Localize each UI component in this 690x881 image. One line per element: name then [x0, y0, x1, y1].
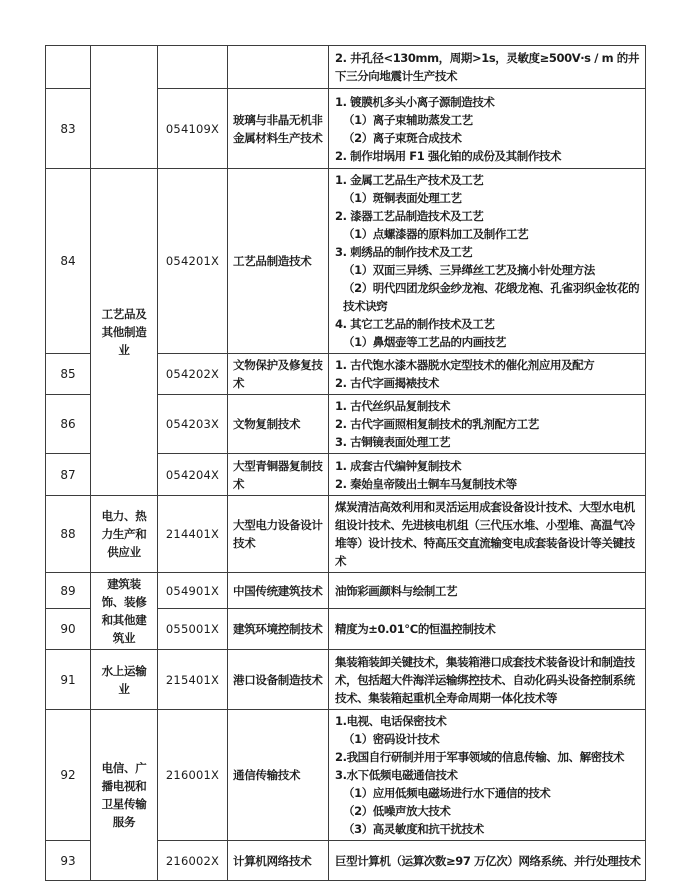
industry-cell: 建筑装饰、装修和其他建筑业	[91, 573, 158, 650]
table-row	[46, 496, 646, 573]
control-point-line: 2. 秦始皇帝陵出土铜车马复制技术等	[335, 476, 517, 491]
industry-cell: 电信、广播电视和卫星传输服务	[91, 710, 158, 881]
control-point-line: 煤炭清洁高效利用和灵活运用成套设备设计技术、大型水电机组设计技术、先进核电机组（三代压水堆、小型堆、高温气冷堆等）设计技术、特高压交直流输变电成套装备设计等关键技术	[335, 500, 635, 568]
control-points-cell	[329, 650, 646, 710]
control-point-line: （1）鼻烟壶等工艺品的内画技艺	[343, 335, 507, 349]
control-point-line: 1. 镀膜机多头小离子源制造技术	[335, 94, 495, 109]
control-points-cell	[329, 46, 646, 89]
tech-name-cell: 通信传输技术	[228, 710, 329, 841]
tech-name-cell: 港口设备制造技术	[228, 650, 329, 710]
control-points-cell	[329, 496, 646, 573]
table-row	[46, 573, 646, 609]
control-points-cell	[329, 454, 646, 496]
table-row	[46, 46, 646, 89]
tech-name-cell: 中国传统建筑技术	[228, 573, 329, 609]
industry-cell	[91, 46, 158, 169]
tech-name-cell: 文物复制技术	[228, 395, 329, 454]
row-number-cell: 84	[46, 169, 91, 354]
row-number-cell: 90	[46, 609, 91, 650]
control-point-line: 3. 刺绣品的制作技术及工艺	[335, 245, 473, 259]
control-point-line: 1. 古代丝织品复制技术	[335, 399, 451, 413]
control-points-cell	[329, 395, 646, 454]
row-number-cell: 92	[46, 710, 91, 841]
control-points-cell	[329, 354, 646, 395]
control-points-cell	[329, 89, 646, 169]
tech-code-cell: 054201X	[158, 169, 228, 354]
table-row	[46, 169, 646, 354]
tech-code-cell: 054204X	[158, 454, 228, 496]
tech-name-cell: 文物保护及修复技术	[228, 354, 329, 395]
control-point-line: （1）离子束辅助蒸发工艺	[343, 112, 473, 127]
control-point-line: （2）明代四团龙织金纱龙袍、花缎龙袍、孔雀羽织金妆花的技术诀窍	[343, 281, 640, 313]
row-number-cell: 89	[46, 573, 91, 609]
control-point-line: （1）密码设计技术	[343, 732, 440, 746]
tech-code-cell: 054901X	[158, 573, 228, 609]
industry-cell: 工艺品及其他制造业	[91, 169, 158, 496]
control-point-line: （2）低噪声放大技术	[343, 804, 451, 818]
control-point-line: 2.我国自行研制并用于军事领域的信息传输、加、解密技术	[335, 750, 625, 764]
row-number-cell: 91	[46, 650, 91, 710]
tech-name-cell: 工艺品制造技术	[228, 169, 329, 354]
control-point-line: 2. 漆器工艺品制造技术及工艺	[335, 209, 484, 223]
catalog-table-body	[46, 46, 646, 881]
industry-cell: 水上运输业	[91, 650, 158, 710]
control-points-cell	[329, 609, 646, 650]
catalog-table	[45, 45, 646, 881]
control-point-line: 2. 井孔径<130mm，周期>1s，灵敏度≥500V·s / m 的井下三分向地震计生产技术	[335, 51, 640, 83]
row-number-cell: 86	[46, 395, 91, 454]
tech-code-cell: 216001X	[158, 710, 228, 841]
control-point-line: （3）高灵敏度和抗干扰技术	[343, 822, 484, 836]
control-point-line: 油饰彩画颜料与绘制工艺	[335, 583, 458, 598]
row-number-cell: 83	[46, 89, 91, 169]
control-point-line: 1. 古代饱水漆木器脱水定型技术的催化剂应用及配方	[335, 358, 595, 372]
tech-name-cell	[228, 46, 329, 89]
control-point-line: （2）离子束斑合成技术	[343, 130, 462, 145]
tech-code-cell: 055001X	[158, 609, 228, 650]
control-point-line: 集装箱装卸关键技术，集装箱港口成套技术装备设计和制造技术，包括超大件海洋运输绑控技术、自动化码头设备控制系统技术、集装箱起重机全寿命周期一体化技术等	[335, 654, 635, 705]
control-point-line: 4. 其它工艺品的制作技术及工艺	[335, 317, 495, 331]
row-number-cell	[46, 46, 91, 89]
control-points-cell	[329, 710, 646, 841]
tech-code-cell: 214401X	[158, 496, 228, 573]
tech-code-cell: 054203X	[158, 395, 228, 454]
control-point-line: 2. 古代字画揭裱技术	[335, 376, 439, 390]
control-point-line: 精度为±0.01℃的恒温控制技术	[335, 622, 496, 637]
control-point-line: （1）点螺漆器的原料加工及制作工艺	[343, 227, 529, 241]
control-points-cell	[329, 169, 646, 354]
row-number-cell: 87	[46, 454, 91, 496]
tech-code-cell: 054109X	[158, 89, 228, 169]
tech-code-cell: 054202X	[158, 354, 228, 395]
row-number-cell: 85	[46, 354, 91, 395]
tech-name-cell: 大型电力设备设计技术	[228, 496, 329, 573]
control-point-line: （1）斑铜表面处理工艺	[343, 191, 462, 205]
row-number-cell: 88	[46, 496, 91, 573]
table-row	[46, 710, 646, 841]
tech-name-cell: 建筑环境控制技术	[228, 609, 329, 650]
control-point-line: 巨型计算机（运算次数≥97 万亿次）网络系统、并行处理技术	[335, 853, 641, 868]
tech-code-cell: 216002X	[158, 841, 228, 881]
tech-name-cell: 计算机网络技术	[228, 841, 329, 881]
control-points-cell	[329, 573, 646, 609]
industry-cell: 电力、热力生产和供应业	[91, 496, 158, 573]
tech-code-cell: 215401X	[158, 650, 228, 710]
control-point-line: 3.水下低频电磁通信技术	[335, 768, 458, 782]
tech-code-cell	[158, 46, 228, 89]
tech-name-cell: 玻璃与非晶无机非金属材料生产技术	[228, 89, 329, 169]
control-point-line: 1. 金属工艺品生产技术及工艺	[335, 173, 484, 187]
control-point-line: 1. 成套古代编钟复制技术	[335, 458, 462, 473]
tech-name-cell: 大型青铜器复制技术	[228, 454, 329, 496]
control-points-cell	[329, 841, 646, 881]
control-point-line: 2. 制作坩埚用 F1 强化铂的成份及其制作技术	[335, 148, 562, 163]
control-point-line: 3. 古铜镜表面处理工艺	[335, 435, 451, 449]
table-row	[46, 650, 646, 710]
control-point-line: 1.电视、电话保密技术	[335, 714, 447, 728]
control-point-line: 2. 古代字画照相复制技术的乳剂配方工艺	[335, 417, 539, 431]
control-point-line: （1）双面三异绣、三异缂丝工艺及摘小针处理方法	[343, 263, 595, 277]
control-point-line: （1）应用低频电磁场进行水下通信的技术	[343, 786, 551, 800]
row-number-cell: 93	[46, 841, 91, 881]
